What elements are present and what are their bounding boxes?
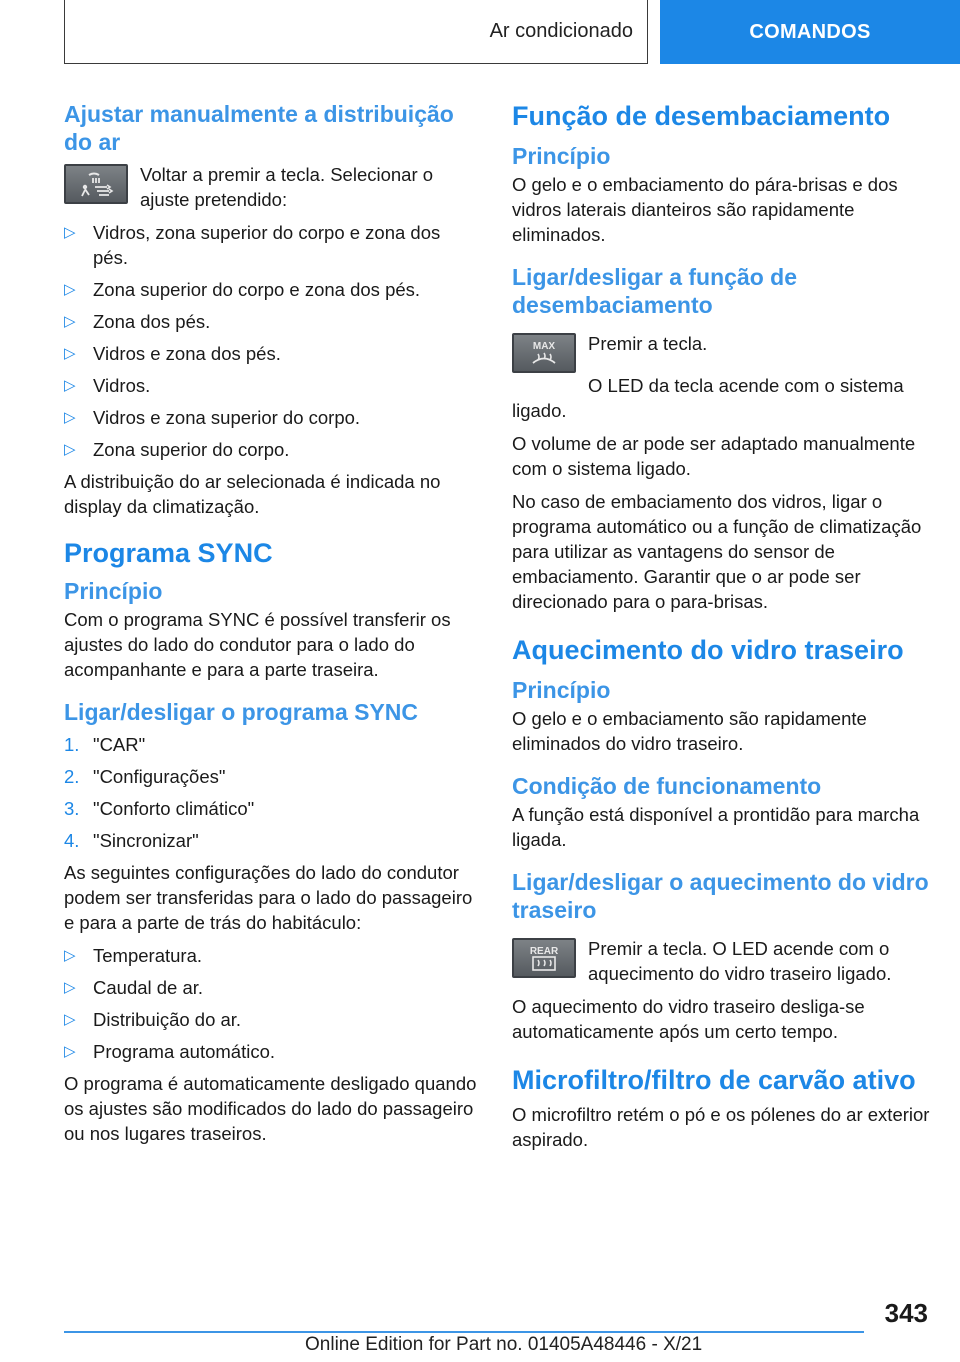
sync-principle-text: Com o programa SYNC é possível transferir os ajustes do lado do condutor para o lado do acompanhante e para a parte traseira. <box>64 609 451 680</box>
sync-principle-heading: Princípio <box>64 578 163 604</box>
rear-condition-text: A função está disponível a prontidão para marcha ligada. <box>512 804 920 850</box>
triangle-bullet-icon: ▷ <box>64 441 76 458</box>
list-item: ▷ Distribuição do ar. <box>64 1009 242 1030</box>
list-item: 1. "CAR" <box>64 734 146 755</box>
left-column <box>64 100 478 1154</box>
rear-instruction <box>512 936 930 986</box>
defrost-instruction <box>512 331 930 373</box>
sync-switch-heading: Ligar/desligar o programa SYNC <box>64 699 419 725</box>
air-distribution-heading: Ajustar manualmente a distribuição do ar <box>64 101 454 155</box>
list-item: ▷ Vidros e zona superior do corpo. <box>64 407 361 428</box>
defrost-switch-heading: Ligar/desligar a função de desembaciamento <box>512 264 798 318</box>
defrost-principle-heading: Princípio <box>512 143 611 169</box>
rear-switch-heading: Ligar/desligar o aquecimento do vidro traseiro <box>512 869 929 923</box>
triangle-bullet-icon: ▷ <box>64 947 76 964</box>
rear-principle-text: O gelo e o embaciamento são rapidamente eliminados do vidro traseiro. <box>512 708 867 754</box>
sync-note: O programa é automaticamente desligado quando os ajustes são modificados do lado do passageiro ou nos lugares traseiros. <box>64 1073 477 1144</box>
list-item: 3. "Conforto climático" <box>64 798 255 819</box>
defrost-fog-text: No caso de embaciamento dos vidros, ligar o programa automático ou a função de climatização para utilizar as vantagens do sensor de embaciamento. Garantir que o ar pode ser direcionado para o para-brisas. <box>512 491 922 612</box>
list-item: ▷ Zona superior do corpo. <box>64 439 290 460</box>
triangle-bullet-icon: ▷ <box>64 409 76 426</box>
air-distribution-text: Voltar a premir a tecla. Selecionar o ajuste pretendido: <box>140 164 434 210</box>
list-item: 4. "Sincronizar" <box>64 830 199 851</box>
defrost-press-text: Premir a tecla. <box>588 333 708 354</box>
defrost-principle-text: O gelo e o embaciamento do pára-brisas e dos vidros laterais dianteiros são rapidamente eliminados. <box>512 174 898 245</box>
rear-condition-heading: Condição de funcionamento <box>512 773 822 799</box>
air-distribution-button-icon <box>64 164 128 204</box>
max-defrost-button-icon <box>512 333 576 373</box>
air-distribution-note: A distribuição do ar selecionada é indicada no display da climatização. <box>64 471 441 517</box>
page-number: 343 <box>884 1298 928 1328</box>
footer-edition: Online Edition for Part no. 01405A48446 - X/21 <box>305 1334 703 1355</box>
list-item: ▷ Vidros e zona dos pés. <box>64 343 281 364</box>
sync-heading: Programa SYNC <box>64 538 273 568</box>
filter-heading: Microfiltro/filtro de carvão ativo <box>512 1065 916 1095</box>
max-label: MAX <box>532 341 556 352</box>
list-item: ▷ Caudal de ar. <box>64 977 204 998</box>
list-item: ▷ Vidros, zona superior do corpo e zona dos pés. <box>64 222 441 268</box>
footer-divider <box>64 1331 864 1333</box>
list-item: ▷ Vidros. <box>64 375 151 396</box>
rear-auto-text: O aquecimento do vidro traseiro desliga-se automaticamente após um certo tempo. <box>512 996 865 1042</box>
triangle-bullet-icon: ▷ <box>64 1011 76 1028</box>
header-section-tab <box>64 0 648 64</box>
air-distribution-instruction <box>64 162 478 212</box>
list-item: ▷ Zona dos pés. <box>64 311 211 332</box>
triangle-bullet-icon: ▷ <box>64 224 76 241</box>
list-item: ▷ Temperatura. <box>64 945 202 966</box>
defrost-volume-text: O volume de ar pode ser adaptado manualmente com o sistema ligado. <box>512 433 916 479</box>
triangle-bullet-icon: ▷ <box>64 313 76 330</box>
rear-defrost-button-icon <box>512 938 576 978</box>
filter-text: O microfiltro retém o pó e os pólenes do ar exterior aspirado. <box>512 1104 930 1150</box>
rear-heating-heading: Aquecimento do vidro traseiro <box>512 635 904 665</box>
triangle-bullet-icon: ▷ <box>64 281 76 298</box>
sync-transfer-list <box>64 943 478 1064</box>
triangle-bullet-icon: ▷ <box>64 979 76 996</box>
defrost-heading: Função de desembaciamento <box>512 101 891 131</box>
rear-principle-heading: Princípio <box>512 677 611 703</box>
triangle-bullet-icon: ▷ <box>64 377 76 394</box>
triangle-bullet-icon: ▷ <box>64 1043 76 1060</box>
sync-steps-list <box>64 732 478 853</box>
rear-label: REAR <box>529 946 559 957</box>
list-item: ▷ Zona superior do corpo e zona dos pés. <box>64 279 421 300</box>
header-chapter-label: COMANDOS <box>749 20 871 43</box>
defrost-led-text: O LED da tecla acende com o sistema ligado. <box>512 375 904 421</box>
triangle-bullet-icon: ▷ <box>64 345 76 362</box>
rear-press-text: Premir a tecla. O LED acende com o aquecimento do vidro traseiro ligado. <box>588 938 892 984</box>
list-item: 2. "Configurações" <box>64 766 226 787</box>
right-column <box>512 100 930 1160</box>
list-item: ▷ Programa automático. <box>64 1041 276 1062</box>
header-chapter-tab <box>660 0 960 64</box>
air-distribution-options-list <box>64 220 478 462</box>
header-section-label: Ar condicionado <box>489 20 633 42</box>
sync-transfer-text: As seguintes configurações do lado do condutor podem ser transferidas para o lado do passageiro e para a parte de trás do habitáculo: <box>64 862 473 933</box>
